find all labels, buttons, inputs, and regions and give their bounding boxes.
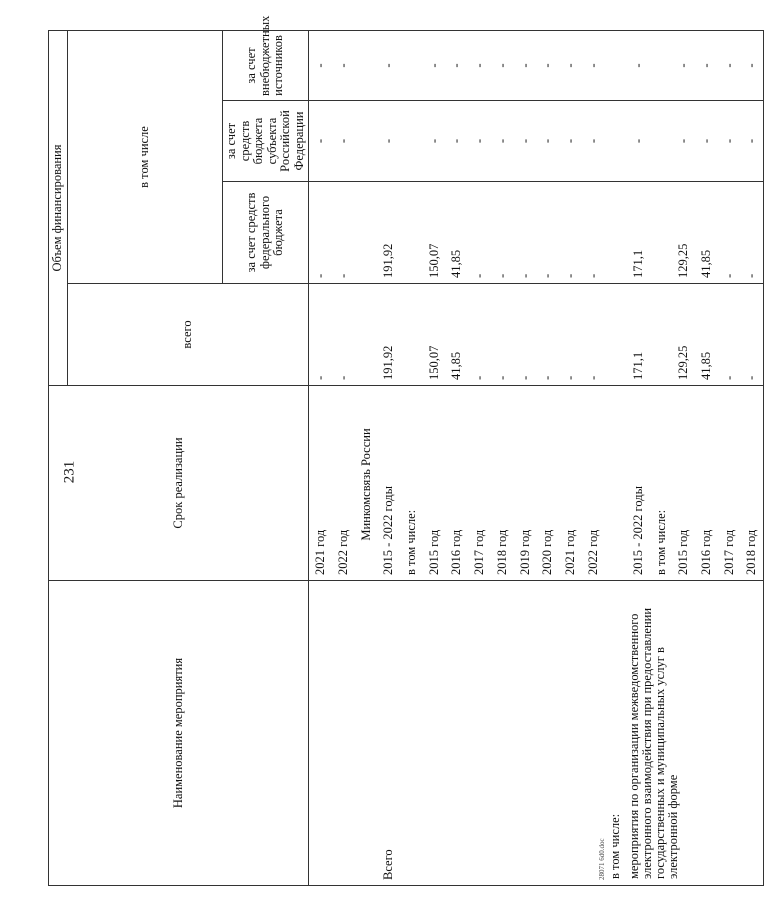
header-including: в том числе [67, 31, 223, 284]
row-federal: 41,85 [445, 182, 468, 284]
row-extra: - [445, 31, 468, 101]
row-name [740, 581, 763, 886]
table-row [559, 31, 582, 886]
row-regional: - [332, 101, 355, 182]
row-regional: - [445, 101, 468, 182]
row-regional: - [717, 101, 740, 182]
row-total [400, 284, 423, 386]
table-row [354, 31, 377, 886]
row-total: - [536, 284, 559, 386]
row-total: - [309, 284, 332, 386]
row-extra [649, 31, 672, 101]
row-extra: - [422, 31, 445, 101]
row-regional: - [581, 101, 604, 182]
table-row [445, 31, 468, 886]
row-regional: - [559, 101, 582, 182]
row-total [649, 284, 672, 386]
header-name: Наименование мероприятия [49, 581, 309, 886]
row-term: в том числе: [649, 386, 672, 581]
row-name [354, 581, 377, 886]
row-extra: - [695, 31, 718, 101]
row-regional: - [513, 101, 536, 182]
row-total: - [740, 284, 763, 386]
row-total: 41,85 [445, 284, 468, 386]
row-name [468, 581, 491, 886]
row-regional: - [536, 101, 559, 182]
row-term [604, 386, 627, 581]
table-row [627, 31, 650, 886]
row-federal: 129,25 [672, 182, 695, 284]
header-term: Срок реализации [49, 386, 309, 581]
row-extra: - [672, 31, 695, 101]
table-row [536, 31, 559, 886]
table-row [491, 31, 514, 886]
row-extra: - [309, 31, 332, 101]
row-total: - [581, 284, 604, 386]
row-term: 2022 год [581, 386, 604, 581]
row-regional: - [468, 101, 491, 182]
row-federal [649, 182, 672, 284]
row-regional: - [695, 101, 718, 182]
row-total: - [491, 284, 514, 386]
row-federal: - [717, 182, 740, 284]
row-federal: 191,92 [377, 182, 400, 284]
row-name [400, 581, 423, 886]
row-extra: - [513, 31, 536, 101]
row-extra: - [332, 31, 355, 101]
row-name [309, 581, 332, 886]
page-number-text: 231 [61, 460, 78, 484]
row-regional: - [627, 101, 650, 182]
row-term: Минкомсвязь России [354, 386, 377, 581]
row-extra: - [740, 31, 763, 101]
row-total: - [468, 284, 491, 386]
row-extra: - [559, 31, 582, 101]
financing-table [48, 15, 764, 886]
row-name [581, 581, 604, 886]
row-regional [354, 101, 377, 182]
row-total: - [559, 284, 582, 386]
row-total: 41,85 [695, 284, 718, 386]
row-federal [604, 182, 627, 284]
table-row [377, 31, 400, 886]
row-extra [354, 31, 377, 101]
header-funding: Объем финансирования [49, 31, 68, 386]
table-row [513, 31, 536, 886]
row-extra: - [581, 31, 604, 101]
row-federal: - [513, 182, 536, 284]
row-regional [604, 101, 627, 182]
row-regional: - [740, 101, 763, 182]
row-total: - [332, 284, 355, 386]
row-term: 2015 год [422, 386, 445, 581]
table-row [422, 31, 445, 886]
row-term: 2017 год [468, 386, 491, 581]
row-regional: - [309, 101, 332, 182]
row-name [332, 581, 355, 886]
row-term: 2019 год [513, 386, 536, 581]
row-federal: - [581, 182, 604, 284]
row-term: 2016 год [445, 386, 468, 581]
row-regional: - [422, 101, 445, 182]
header-total: всего [67, 284, 309, 386]
table-row [332, 31, 355, 886]
row-name [559, 581, 582, 886]
table-row [717, 31, 740, 886]
row-extra: - [627, 31, 650, 101]
row-total [354, 284, 377, 386]
header-regional: за счет средств бюджета субъекта Российской Федерации [223, 101, 309, 182]
row-federal: 171,1 [627, 182, 650, 284]
row-federal: - [559, 182, 582, 284]
row-federal: - [491, 182, 514, 284]
row-term: 2021 год [309, 386, 332, 581]
row-federal: - [332, 182, 355, 284]
row-extra: - [468, 31, 491, 101]
row-regional [400, 101, 423, 182]
row-name [513, 581, 536, 886]
row-total: 129,25 [672, 284, 695, 386]
row-federal [354, 182, 377, 284]
row-extra: - [536, 31, 559, 101]
header-row-1 [49, 31, 68, 886]
document-code-text: 28071 6d0.doc [598, 838, 606, 880]
row-total: 150,07 [422, 284, 445, 386]
row-name [717, 581, 740, 886]
row-name: в том числе: [604, 581, 627, 886]
row-total [604, 284, 627, 386]
table-row [468, 31, 491, 886]
row-name: мероприятия по организации межведомственного электронного взаимодействия при предоставлении государственных и муниципальных услуг в электронной форме [627, 581, 718, 886]
row-extra: - [377, 31, 400, 101]
row-extra: - [717, 31, 740, 101]
table-row [581, 31, 604, 886]
row-term: в том числе: [400, 386, 423, 581]
row-term: 2015 - 2022 годы [377, 386, 400, 581]
row-extra [604, 31, 627, 101]
row-regional [649, 101, 672, 182]
header-extra: за счет внебюджетных источников [223, 31, 309, 101]
row-name [536, 581, 559, 886]
row-term: 2018 год [491, 386, 514, 581]
row-total: - [513, 284, 536, 386]
row-federal: 41,85 [695, 182, 718, 284]
table-row [740, 31, 763, 886]
row-term: 2017 год [717, 386, 740, 581]
row-federal: - [740, 182, 763, 284]
table-row [604, 31, 627, 886]
row-name [422, 581, 445, 886]
row-term: 2015 - 2022 годы [627, 386, 650, 581]
row-federal: - [309, 182, 332, 284]
row-federal: - [536, 182, 559, 284]
row-total: 171,1 [627, 284, 650, 386]
row-term: 2018 год [740, 386, 763, 581]
row-federal: - [468, 182, 491, 284]
row-federal [400, 182, 423, 284]
row-regional: - [672, 101, 695, 182]
table-row [309, 31, 332, 886]
row-name [491, 581, 514, 886]
row-term: 2015 год [672, 386, 695, 581]
row-extra: - [491, 31, 514, 101]
row-name: Всего [377, 581, 400, 886]
row-regional: - [377, 101, 400, 182]
row-term: 2016 год [695, 386, 718, 581]
table-row [400, 31, 423, 886]
row-term: 2020 год [536, 386, 559, 581]
row-federal: 150,07 [422, 182, 445, 284]
row-name [445, 581, 468, 886]
row-term: 2022 год [332, 386, 355, 581]
row-extra [400, 31, 423, 101]
row-total: - [717, 284, 740, 386]
row-total: 191,92 [377, 284, 400, 386]
row-regional: - [491, 101, 514, 182]
row-term: 2021 год [559, 386, 582, 581]
header-federal: за счет средств федерального бюджета [223, 182, 309, 284]
